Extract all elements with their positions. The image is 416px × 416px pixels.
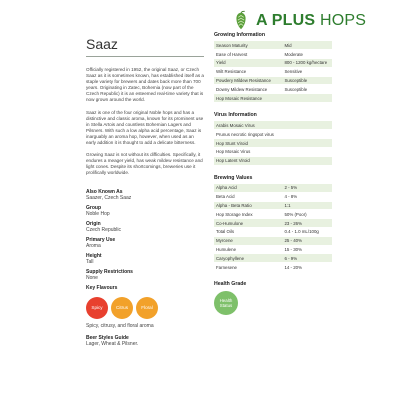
info-value: Aroma — [86, 242, 101, 249]
row-key: Humulene — [214, 245, 282, 254]
description-paragraph: Saaz is one of the four original Noble hops and has a distinctive and classic aroma, known for its prominent use in Stella Artois and countless Bohemian Lagers and Pilsners. With such a low alpha acid percentage, Saaz is inarguably an aroma hop, however, when used as an early addition it is thought to add a delicate bitterness. — [86, 109, 204, 146]
info-value: Tall — [86, 258, 94, 265]
info-label: Also Known As — [86, 188, 123, 195]
row-key: Arabis Mosaic Virus — [214, 121, 282, 130]
table-row — [214, 228, 332, 237]
row-key: Hop Storage Index — [214, 210, 282, 219]
table-row — [214, 147, 332, 156]
row-key: Co-Humulone — [214, 219, 282, 228]
table-row — [214, 184, 332, 193]
row-key: Hop Stunt Viroid — [214, 139, 282, 148]
info-primary-use — [86, 237, 204, 249]
growing-table — [214, 41, 332, 103]
row-value: 50% (Poor) — [282, 210, 332, 219]
row-value: Susceptible — [282, 76, 332, 85]
key-flavours-label: Key Flavours — [86, 284, 118, 291]
info-value: None — [86, 274, 98, 281]
row-key: Caryophyllene — [214, 254, 282, 263]
table-row — [214, 41, 332, 50]
table-row — [214, 245, 332, 254]
row-key: Total Oils — [214, 228, 282, 237]
info-label: Group — [86, 204, 101, 211]
table-row — [214, 50, 332, 59]
table-row — [214, 263, 332, 272]
row-value: Susceptible — [282, 85, 332, 94]
brewing-table — [214, 184, 332, 272]
row-key: Beta Acid — [214, 192, 282, 201]
row-value: 0.4 - 1.0 mL/100g — [282, 228, 332, 237]
row-key: Season Maturity — [214, 41, 282, 50]
health-badge-line: Health — [219, 297, 233, 303]
table-row — [214, 121, 332, 130]
row-key: Ease of Harvest — [214, 50, 282, 59]
health-badge-line: Status — [219, 303, 233, 309]
health-grade-title: Health Grade — [214, 281, 247, 288]
row-key: Hop Mosaic Virus — [214, 147, 282, 156]
table-row — [214, 59, 332, 68]
right-column — [214, 32, 332, 315]
info-label: Origin — [86, 220, 101, 227]
info-value: Noble Hop — [86, 210, 110, 217]
table-row — [214, 219, 332, 228]
flavour-badge-spicy: Spicy — [86, 297, 108, 319]
table-row — [214, 210, 332, 219]
flavour-badges — [86, 297, 204, 319]
brand-logo[interactable] — [230, 10, 366, 32]
row-value — [282, 121, 332, 130]
info-also-known-as — [86, 189, 204, 201]
row-key: Hop Latent Viroid — [214, 156, 282, 165]
info-value: Czech Republic — [86, 226, 122, 233]
row-value: 1:1 — [282, 201, 332, 210]
info-origin — [86, 221, 204, 233]
health-status-badge — [214, 291, 238, 315]
row-key: Yield — [214, 59, 282, 68]
table-row — [214, 192, 332, 201]
table-row — [214, 76, 332, 85]
row-value: 25 - 40% — [282, 236, 332, 245]
brewing-section-title: Brewing Values — [214, 174, 253, 181]
description-paragraph: Growing Saaz is not without its difficulties. Specifically, it endures a meager yield, has weak mildew resistance and light cones. Despite its shortcomings, breweries use it prolifically worldwide. — [86, 152, 203, 176]
table-row — [214, 254, 332, 263]
row-value: 23 - 26% — [282, 219, 332, 228]
row-value — [282, 156, 332, 165]
row-key: Alpha - Beta Ratio — [214, 201, 282, 210]
row-value: Mid — [282, 41, 332, 50]
hop-cone-icon — [230, 10, 252, 32]
row-value: 2 - 5% — [282, 184, 332, 193]
row-value: 14 - 20% — [282, 263, 332, 272]
info-group — [86, 205, 204, 217]
flavour-badge-citrus: Citrus — [111, 297, 133, 319]
info-supply-restrictions — [86, 269, 204, 281]
info-label: Supply Restrictions — [86, 268, 133, 275]
row-value: Moderate — [282, 50, 332, 59]
beer-styles-label: Beer Styles Guide — [86, 334, 129, 341]
row-value — [282, 139, 332, 148]
row-key: Wilt Resistance — [214, 67, 282, 76]
left-column — [86, 36, 204, 347]
flavour-summary: Spicy, citrusy, and floral aroma — [86, 322, 154, 329]
row-value — [282, 94, 332, 103]
row-key: Farnesene — [214, 263, 282, 272]
row-value: 15 - 30% — [282, 245, 332, 254]
info-value: Saazer, Czech Saaz — [86, 194, 132, 201]
table-row — [214, 139, 332, 148]
row-value: Sensitive — [282, 67, 332, 76]
table-row — [214, 201, 332, 210]
row-key: Alpha Acid — [214, 184, 282, 193]
row-value — [282, 147, 332, 156]
brand-name-bold: A PLUS — [256, 12, 316, 29]
table-row — [214, 236, 332, 245]
info-height — [86, 253, 204, 265]
row-value — [282, 130, 332, 139]
row-key: Hop Mosaic Resistance — [214, 94, 282, 103]
table-row — [214, 156, 332, 165]
info-label: Primary Use — [86, 236, 116, 243]
row-value: 4 - 8% — [282, 192, 332, 201]
info-label: Height — [86, 252, 102, 259]
beer-styles-value: Lager, Wheat & Pilsner. — [86, 340, 139, 347]
row-value: 6 - 9% — [282, 254, 332, 263]
brand-name — [256, 12, 366, 30]
row-key: Powdery Mildew Resistance — [214, 76, 282, 85]
brand-name-thin: HOPS — [319, 12, 367, 29]
table-row — [214, 130, 332, 139]
growing-section-title: Growing Information — [214, 32, 266, 38]
row-key: Prunus necrotic ringspot virus — [214, 130, 282, 139]
flavour-badge-floral: Floral — [136, 297, 158, 319]
row-value: 800 - 1200 kg/hectare — [282, 59, 332, 68]
table-row — [214, 94, 332, 103]
row-key: Myrcene — [214, 236, 282, 245]
description-paragraph: Officially registered in 1952, the original Saaz, or Czech Saaz as it is sometimes known, has established itself as a staple variety for brewers and dates back more than 700 years. Originating in Zatec, Bohemia (now part of the Czech Republic) it is an esteemed real-time variety that is now grown around the world. — [86, 67, 204, 103]
page-title: Saaz — [86, 36, 118, 52]
row-key: Downy Mildew Resistance — [214, 85, 282, 94]
virus-table — [214, 121, 332, 165]
table-row — [214, 67, 332, 76]
title-divider — [86, 56, 204, 57]
table-row — [214, 85, 332, 94]
virus-section-title: Virus Information — [214, 112, 257, 119]
